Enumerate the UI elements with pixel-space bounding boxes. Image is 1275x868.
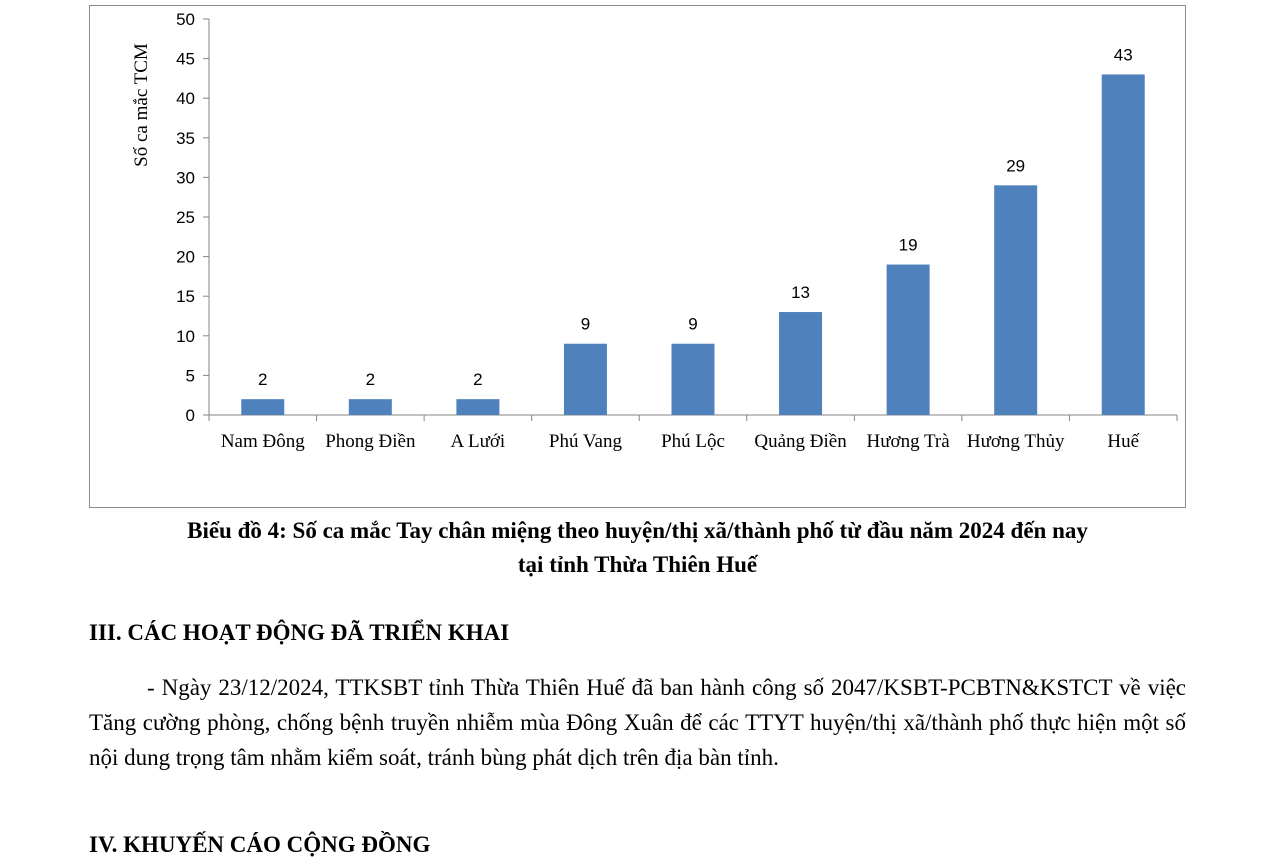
category-label: Nam Đông <box>220 431 305 452</box>
caption-line-2: tại tỉnh Thừa Thiên Huế <box>517 552 758 577</box>
data-label: 43 <box>1113 45 1133 65</box>
category-label: Huế <box>1107 431 1140 452</box>
y-tick-label: 30 <box>176 168 195 188</box>
y-tick-label: 20 <box>176 247 195 267</box>
category-label: A Lưới <box>450 431 506 452</box>
data-label: 29 <box>1006 156 1026 176</box>
section-4-heading: IV. KHUYẾN CÁO CỘNG ĐỒNG <box>89 832 431 857</box>
category-label: Phong Điền <box>325 431 416 452</box>
data-label: 9 <box>688 314 698 334</box>
figure-caption <box>89 514 1186 582</box>
bar <box>672 344 715 415</box>
bar <box>456 399 499 415</box>
category-label: Hương Trà <box>866 431 950 452</box>
data-label: 13 <box>791 283 811 303</box>
data-label: 2 <box>473 370 483 390</box>
y-tick-label: 15 <box>176 287 195 307</box>
y-tick-label: 10 <box>176 326 195 346</box>
bar <box>1102 74 1145 415</box>
data-label: 19 <box>898 235 918 255</box>
y-tick-label: 0 <box>185 406 195 425</box>
data-label: 2 <box>365 370 376 390</box>
bar <box>779 312 822 415</box>
section-3-paragraph: - Ngày 23/12/2024, TTKSBT tỉnh Thừa Thiên Huế đã ban hành công số 2047/KSBT-PCBTN&KSTCT về việc Tăng cường phòng, chống bệnh truyền nhiễm mùa Đông Xuân để các TTYT huyện/thị xã/thành phố thực hiện một số nội dung trọng tâm nhằm kiểm soát, tránh bùng phát dịch trên địa bàn tỉnh. <box>89 675 1186 770</box>
category-label: Hương Thủy <box>966 431 1065 452</box>
section-3-heading: III. CÁC HOẠT ĐỘNG ĐÃ TRIỂN KHAI <box>89 620 510 645</box>
caption-line-1: Biểu đồ 4: Số ca mắc Tay chân miệng theo huyện/thị xã/thành phố từ đầu năm 2024 đến nay <box>187 518 1088 543</box>
bar <box>564 344 607 415</box>
y-tick-label: 35 <box>176 128 195 148</box>
y-tick-label: 45 <box>176 49 195 69</box>
y-axis-label: Số ca mắc TCM <box>131 43 152 167</box>
y-tick-label: 50 <box>176 10 195 29</box>
data-label: 2 <box>258 370 268 390</box>
category-label: Quảng Điền <box>754 431 847 452</box>
bar <box>349 399 392 415</box>
bar <box>241 399 284 415</box>
data-label: 9 <box>580 314 591 334</box>
bar <box>994 185 1037 415</box>
y-tick-label: 5 <box>185 366 195 386</box>
bar <box>887 265 930 415</box>
y-tick-label: 40 <box>176 89 195 109</box>
category-label: Phú Vang <box>548 431 622 452</box>
y-tick-label: 25 <box>176 208 195 227</box>
category-label: Phú Lộc <box>661 431 725 452</box>
